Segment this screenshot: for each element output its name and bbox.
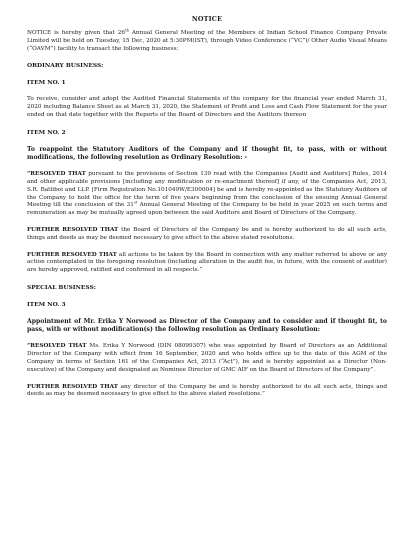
item-3-heading: ITEM NO. 3 bbox=[27, 300, 66, 308]
ordinary-business-heading: ORDINARY BUSINESS: bbox=[27, 62, 104, 70]
item-2-further-resolved-1: FURTHER RESOLVED THAT the Board of Directors of the Company be and is hereby authorized to do all such acts, things and deeds as may be deemed necessary to give effect to the above stated resolutions. bbox=[27, 226, 387, 241]
item-3-further-resolved: FURTHER RESOLVED THAT any director of the Company be and is hereby authorized to do all such acts, things and deeds as may be deemed necessary to give effect to the above stated resolutions.” bbox=[27, 383, 387, 398]
item-2-resolution-heading: To reappoint the Statutory Auditors of the Company and if thought fit, to pass, with or without modifications, the following resolution as Ordinary Resolution: - bbox=[27, 145, 387, 161]
item-1-text: To receive, consider and adopt the Audited Financial Statements of the company for the financial year ended March 31, 2020 including Balance Sheet as at March 31, 2020, the Statement of Profit and Loss and Cash Flow Statement for the year ended on that date together with the Reports of the Board of Directors and the Auditors thereon bbox=[27, 96, 387, 118]
item-2-resolved-paragraph: “RESOLVED THAT pursuant to the provisions of Section 139 read with the Companies [Audit and Auditors] Rules, 2014 and other applicable provisions [including any modification or re-enactment thereof] if any, of the Companies Act, 2013, S.R. Batliboi and LLP. [Firm Registration No.101049W/E300004] be and is hereby re-appointed as the Statutory Auditors of the Company to hold the office for the term of five years beginning from the conclusion of the ensuing Annual General Meeting till the conclusion of the 31st Annual General Meeting of the Company to be held in year 2025 on such terms and remuneration as may be mutually agreed upon between the said Auditors and Board of Directors of the Company. bbox=[27, 171, 387, 217]
item-1-heading: ITEM NO. 1 bbox=[27, 79, 66, 87]
item-2-heading: ITEM NO. 2 bbox=[27, 128, 66, 136]
notice-intro: NOTICE is hereby given that 26th Annual General Meeting of the Members of Indian School Finance Company Private Limited will be held on Tuesday, 15 Dec, 2020 at 5:30PM(IST), through Video Conference (“VC”)/ Other Audio Visual Means (“OAVM”) facility to transact the following business: bbox=[27, 27, 387, 52]
item-3-resolution-heading: Appointment of Mr. Erika Y Norwood as Director of the Company and to consider and if thought fit, to pass, with or without modification(s) the following resolution as Ordinary Resolution: bbox=[27, 317, 387, 334]
special-business-heading: SPECIAL BUSINESS: bbox=[27, 283, 96, 291]
item-3-resolved-paragraph: “RESOLVED THAT Ms. Erika Y Norwood (DIN 08099307) who was appointed by Board of Directors as an Additional Director of the Company with effect from 16 September, 2020 and who holds office up to the date of this AGM of the Company in terms of Section 161 of the Companies Act, 2013 (“Act”), be and is hereby appointed as a Director (Non-executive) of the Company and designated as Nominee Director of GMC AIF on the Board of Directors of the Company”. bbox=[27, 343, 387, 373]
item-2-further-resolved-2: FURTHER RESOLVED THAT all actions to be taken by the Board in connection with any matter referred to above or any action contemplated in the foregoing resolution (including alteration in the audit fee, in future, with the consent of auditor) are hereby approved, ratified and confirmed in all respects.” bbox=[27, 251, 387, 274]
notice-title: NOTICE bbox=[191, 15, 223, 23]
